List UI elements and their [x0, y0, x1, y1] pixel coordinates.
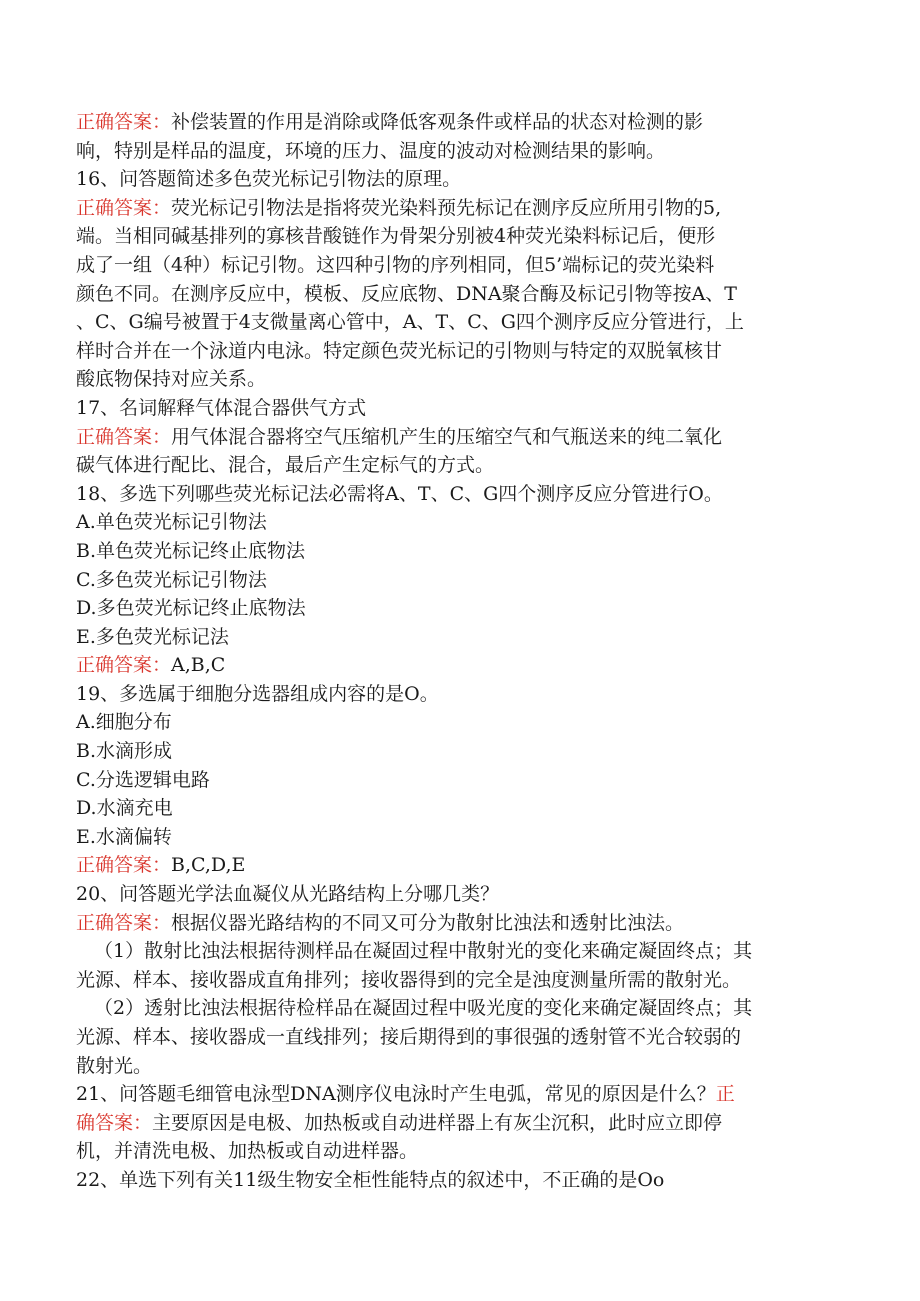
answer-label: 正确答案： [76, 111, 172, 133]
option-a: A.细胞分布 [76, 711, 172, 734]
answer-label: 正确答案： [76, 425, 172, 448]
question-16: 16、问答题简述多色荧光标记引物法的原理。 [76, 168, 462, 191]
answer-line: 碳气体进行配比、混合，最后产生定标气的方式。 [76, 454, 495, 477]
answer-line: 正确答案：A,B,C [76, 654, 226, 677]
answer-line: 颜色不同。在测序反应中，模板、反应底物、DNA聚合酶及标记引物等按A、T [76, 282, 737, 305]
answer-line: 正确答案：B,C,D,E [76, 854, 246, 877]
question-17: 17、名词解释气体混合器供气方式 [76, 396, 367, 419]
document-page [76, 108, 856, 1195]
answer-line: 样时合并在一个泳道内电泳。特定颜色荧光标记的引物则与特定的双脱氧核甘 [76, 339, 723, 362]
answer-line: 端。当相同碱基排列的寡核昔酸链作为骨架分别被4种荧光染料标记后，便形 [76, 225, 716, 248]
option-c: C.多色荧光标记引物法 [76, 568, 267, 591]
paragraph-line: 光源、样本、接收器成直角排列；接收器得到的完全是浊度测量所需的散射光。 [76, 968, 742, 991]
question-19: 19、多选属于细胞分选器组成内容的是O。 [76, 682, 439, 705]
answer-label: 正确答案： [76, 654, 172, 677]
answer-line: 酸底物保持对应关系。 [76, 368, 267, 391]
answer-line: 响，特别是样品的温度，环境的压力、温度的波动对检测结果的影响。 [76, 139, 666, 162]
paragraph-line: （2）透射比浊法根据待检样品在凝固过程中吸光度的变化来确定凝固终点；其 [94, 997, 753, 1020]
answer-line: 正确答案：根据仪器光路结构的不同又可分为散射比浊法和透射比浊法。 [76, 911, 685, 934]
option-d: D.多色荧光标记终止底物法 [76, 597, 306, 620]
option-e: E.多色荧光标记法 [76, 625, 229, 648]
option-b: B.水滴形成 [76, 740, 173, 763]
option-b: B.单色荧光标记终止底物法 [76, 539, 306, 562]
option-e: E.水滴偏转 [76, 825, 172, 848]
answer-label: 确答案： [76, 1111, 153, 1134]
answer-line: 正确答案：荧光标记引物法是指将荧光染料预先标记在测序反应所用引物的5, [76, 196, 722, 219]
answer-line: 机，并清洗电极、加热板或自动进样器。 [76, 1140, 419, 1163]
paragraph-line: 光源、样本、接收器成一直线排列；接后期得到的事很强的透射管不光合较弱的 [76, 1026, 742, 1048]
answer-label: 正确答案： [76, 196, 172, 219]
answer-line: 正确答案：用气体混合器将空气压缩机产生的压缩空气和气瓶送来的纯二氧化 [76, 425, 723, 448]
paragraph-line: 散射光。 [76, 1054, 153, 1077]
question-22: 22、单选下列有关11级生物安全柜性能特点的叙述中，不正确的是Oo [76, 1168, 665, 1191]
question-18: 18、多选下列哪些荧光标记法必需将A、T、C、G四个测序反应分管进行O。 [76, 482, 723, 505]
answer-label: 正确答案： [76, 911, 172, 934]
answer-label: 正确答案： [76, 854, 172, 877]
answer-line: 、C、G编号被置于4支微量离心管中，A、T、C、G四个测序反应分管进行，上 [76, 311, 744, 334]
option-c: C.分选逻辑电路 [76, 768, 210, 791]
paragraph-line: （1）散射比浊法根据待测样品在凝固过程中散射光的变化来确定凝固终点；其 [94, 940, 753, 963]
answer-line: 正确答案：补偿装置的作用是消除或降低客观条件或样品的状态对检测的影 [76, 111, 704, 133]
option-d: D.水滴充电 [76, 797, 173, 820]
question-21: 21、问答题毛细管电泳型DNA测序仪电泳时产生电弧，常见的原因是什么？正 [76, 1083, 735, 1106]
answer-line: 成了一组（4种）标记引物。这四种引物的序列相同，但5’端标记的荧光染料 [76, 253, 715, 276]
question-20: 20、问答题光学法血凝仪从光路结构上分哪几类？ [76, 883, 500, 906]
option-a: A.单色荧光标记引物法 [76, 511, 267, 534]
answer-label: 正 [715, 1083, 735, 1106]
answer-line: 确答案：主要原因是电极、加热板或自动进样器上有灰尘沉积，此时应立即停 [76, 1111, 723, 1134]
